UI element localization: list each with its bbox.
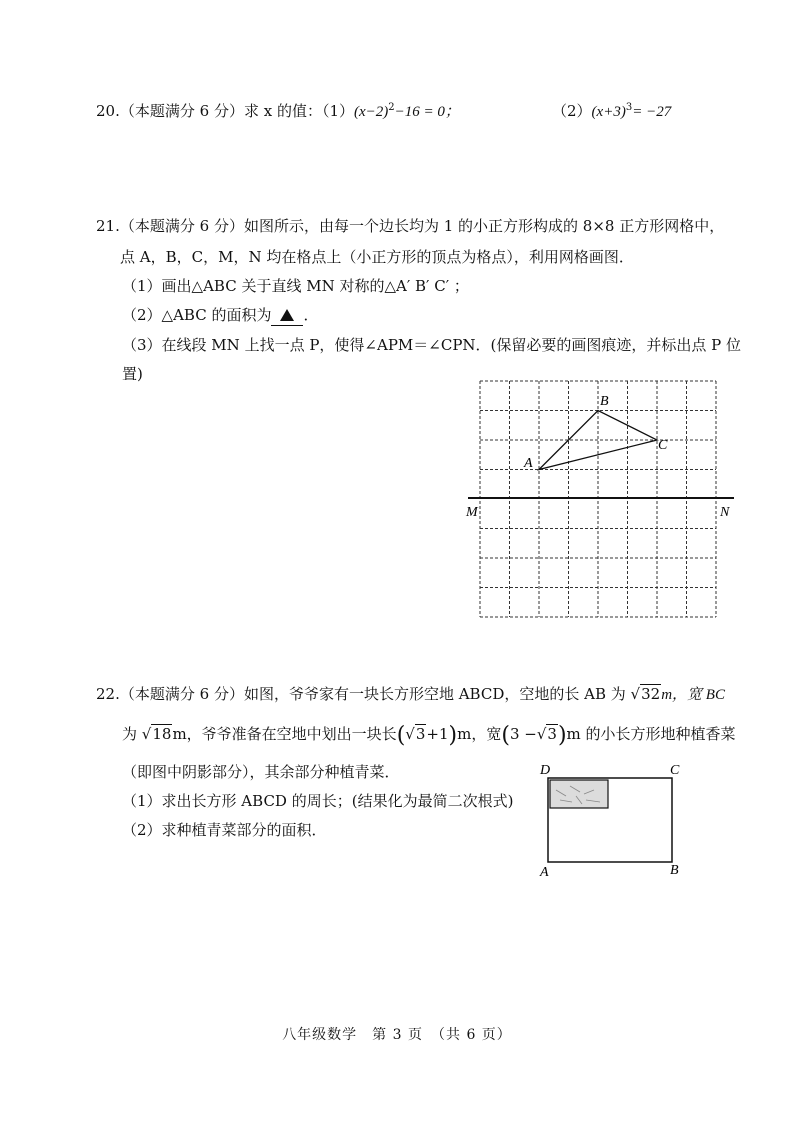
q22-ab-unit: m，宽 BC	[661, 687, 725, 703]
question-21-line1	[96, 216, 724, 236]
triangle-icon	[280, 309, 294, 321]
q22-wid-radicand: 3	[547, 725, 557, 743]
question-21-sub3-line1: （3）在线段 MN 上找一点 P，使得∠APM＝∠CPN．(保留必要的画图痕迹，并标出点 P 位	[122, 336, 742, 354]
q21-sub2-end: ．	[303, 306, 319, 324]
q20-part1-expr: (x−2)	[354, 104, 389, 120]
q20-prompt: 求 x 的值：	[243, 102, 322, 120]
question-20	[96, 98, 460, 122]
label-d: D	[540, 763, 551, 778]
label-a: A	[524, 456, 533, 471]
label-n: N	[720, 505, 730, 520]
paren-close-icon: )	[448, 723, 458, 748]
label-b: B	[670, 863, 679, 878]
question-21-sub3-line2: 置)	[122, 365, 143, 383]
sqrt-icon: √	[536, 725, 547, 743]
q21-sub2-text: （2）△ABC 的面积为	[122, 306, 272, 324]
q22-line2-mid: m，爷爷准备在空地中划出一块长	[172, 725, 397, 743]
q22-line2-post: m 的小长方形地种植香菜	[566, 725, 736, 743]
question-21-sub1: （1）画出△ABC 关于直线 MN 对称的△A′ B′ C′ ；	[122, 277, 469, 295]
label-c: C	[670, 763, 680, 778]
q20-number: 20.	[96, 102, 120, 120]
sqrt-icon: √	[405, 725, 415, 743]
question-22-sub2: （2）求种植青菜部分的面积．	[122, 821, 327, 839]
label-a: A	[540, 865, 549, 880]
q21-score: （本题满分 6 分）	[119, 217, 244, 235]
q22-ab-radicand: 32	[641, 685, 661, 703]
q20-part1-label: （1）	[321, 102, 354, 120]
page-footer: 八年级数学 第 3 页 （共 6 页）	[282, 1027, 512, 1043]
q21-text-line1: 如图所示，由每一个边长均为 1 的小正方形构成的 8×8 正方形网格中，	[243, 217, 725, 235]
q20-part1-rest: −16 = 0；	[394, 104, 460, 120]
question-22-line3: （即图中阴影部分），其余部分种植青菜．	[122, 763, 400, 781]
paren-open-icon: (	[501, 723, 510, 748]
q22-bc-radicand: 18	[152, 725, 172, 743]
label-c: C	[658, 438, 668, 453]
q20-part2-label: （2）	[552, 102, 592, 120]
q22-len-radicand: 3	[415, 725, 426, 743]
paren-open-icon: (	[396, 723, 406, 748]
sqrt-icon: √	[630, 685, 641, 703]
question-21-sub2	[122, 305, 318, 326]
q22-rectangle-figure	[536, 760, 696, 880]
label-m: M	[466, 505, 478, 520]
question-22-line2	[122, 724, 736, 746]
q20-part1-exponent: 2	[388, 102, 395, 113]
question-21-line2: 点 A，B，C，M，N 均在格点上（小正方形的顶点为格点），利用网格画图．	[120, 248, 634, 266]
sqrt-icon: √	[141, 725, 152, 743]
q22-wid-pre: 3 −	[509, 725, 537, 743]
q20-part2-exponent: 3	[625, 102, 633, 113]
question-22-sub1: （1）求出长方形 ABCD 的周长；(结果化为最简二次根式)	[122, 792, 514, 810]
q21-grid-figure	[462, 375, 742, 625]
q22-score: （本题满分 6 分）	[119, 685, 244, 703]
q21-number: 21.	[96, 217, 120, 235]
paren-close-icon: )	[557, 723, 567, 748]
q22-len-rest: +1	[426, 725, 449, 743]
label-b: B	[600, 394, 609, 409]
q22-line2-mid2: m，宽	[457, 725, 502, 743]
question-20-part2	[552, 98, 671, 122]
answer-blank	[271, 305, 303, 326]
q22-text-line1: 如图，爷爷家有一块长方形空地 ABCD，空地的长 AB 为	[243, 685, 626, 703]
q22-line2-pre: 为	[122, 725, 138, 743]
q20-part2-rest: = −27	[632, 104, 672, 120]
q22-number: 22.	[96, 685, 120, 703]
question-22-line1	[96, 684, 725, 705]
q20-part2-expr: (x+3)	[591, 104, 626, 120]
shaded-region	[550, 780, 608, 808]
q20-score: （本题满分 6 分）	[119, 102, 244, 120]
